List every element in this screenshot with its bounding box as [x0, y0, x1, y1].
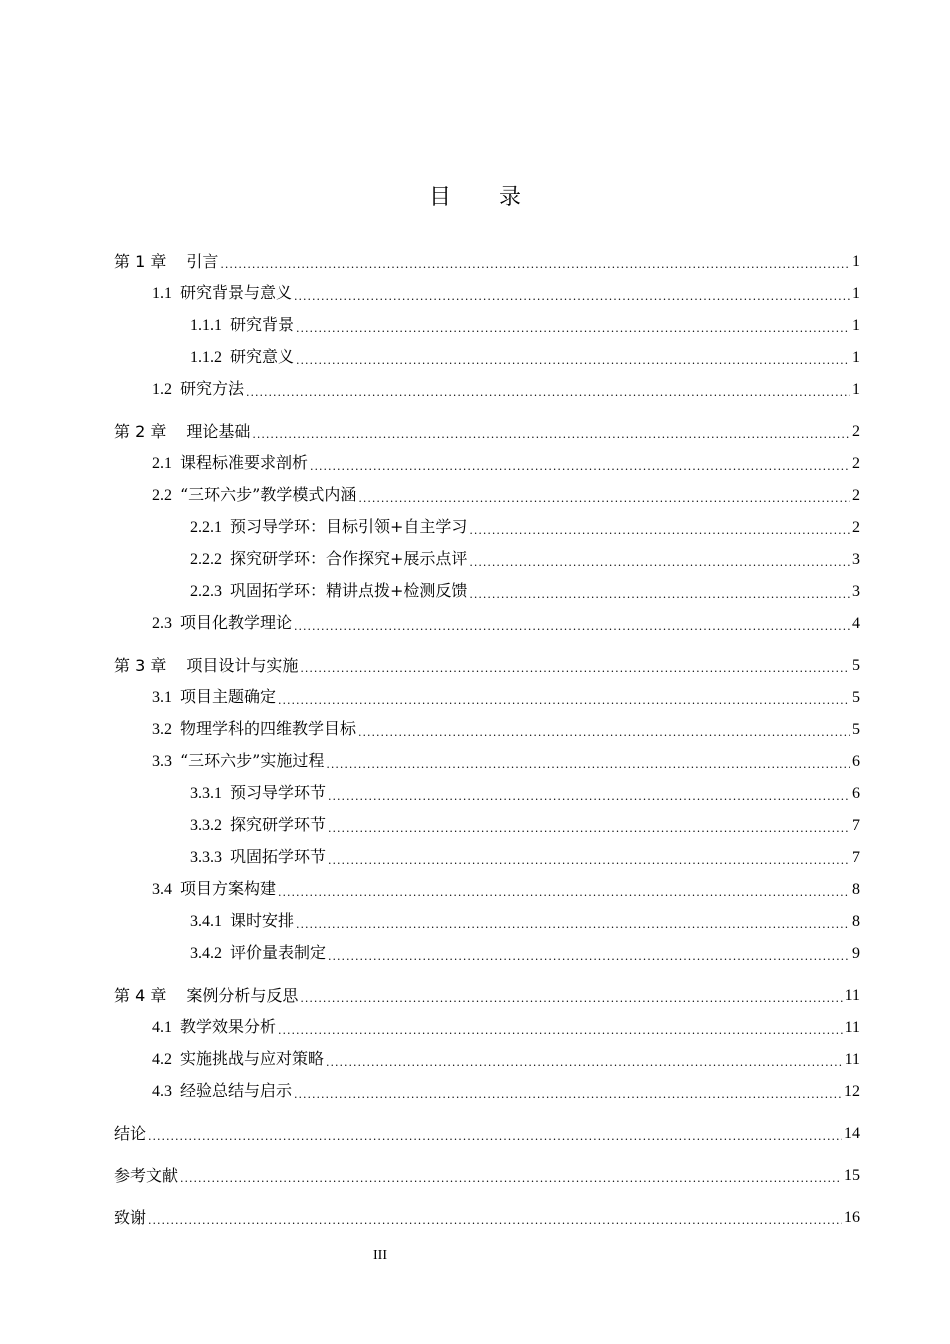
toc-entry-label: [190, 943, 326, 964]
toc-entry-text: 引言: [186, 252, 219, 271]
toc-entry-text: 课时安排: [230, 911, 295, 930]
toc-section-entry[interactable]: [190, 940, 860, 964]
toc-entry-text: “三环六步”教学模式内涵: [180, 485, 357, 504]
toc-page-number: 12: [844, 1083, 860, 1100]
toc-entry-text: 结论: [114, 1124, 147, 1143]
toc-leader-dots: [278, 694, 850, 708]
toc-section-entry[interactable]: [190, 780, 860, 804]
toc-section-entry[interactable]: [190, 908, 860, 932]
toc-leader-dots: [148, 1130, 842, 1144]
toc-entry-text: 经验总结与启示: [180, 1081, 293, 1100]
toc-entry-text: 预习导学环节: [230, 783, 327, 802]
toc-entry-number: 3.3.2: [190, 817, 222, 834]
toc-leader-dots: [296, 354, 850, 368]
toc-section-entry[interactable]: [152, 748, 860, 772]
toc-entry-label: [190, 549, 467, 570]
toc-entry-number: 第 1 章: [114, 252, 167, 271]
toc-entry-number: 1.1.1: [190, 317, 222, 334]
toc-entry-label: [152, 687, 276, 708]
toc-leader-dots: [328, 822, 850, 836]
toc-entry-text: 物理学科的四维教学目标: [180, 719, 357, 738]
toc-leader-dots: [294, 620, 850, 634]
toc-section-entry[interactable]: [152, 684, 860, 708]
toc-page-number: 8: [852, 881, 860, 898]
toc-entry-number: 3.1: [152, 689, 172, 706]
toc-page-number: 6: [852, 785, 860, 802]
toc-entry-label: [114, 986, 298, 1006]
toc-leader-dots: [300, 662, 850, 676]
toc-entry-label: [190, 315, 294, 336]
toc-entry-label: [190, 581, 467, 602]
toc-entry-label: [190, 347, 294, 368]
toc-entry-label: [190, 911, 294, 932]
toc-entry-number: 3.4: [152, 881, 172, 898]
toc-section-entry[interactable]: [190, 844, 860, 868]
toc-entry-number: 2.2: [152, 487, 172, 504]
toc-page-number: 1: [852, 381, 860, 398]
toc-entry-label: [152, 1081, 292, 1102]
toc-entry-text: 巩固拓学环：精讲点拨+检测反馈: [230, 581, 468, 600]
toc-page-number: 11: [844, 1019, 860, 1036]
toc-section-entry[interactable]: [152, 1078, 860, 1102]
toc-entry-number: 2.2.2: [190, 551, 222, 568]
toc-page-number: 11: [844, 987, 860, 1004]
toc-page-number: 7: [852, 849, 860, 866]
toc-entry-label: [152, 379, 244, 400]
toc-entry-number: 1.1: [152, 285, 172, 302]
toc-entry-number: 3.4.1: [190, 913, 222, 930]
toc-page-number: 6: [852, 753, 860, 770]
toc-entry-number: 3.3: [152, 753, 172, 770]
toc-entry-text: 项目方案构建: [180, 879, 277, 898]
toc-page-number: 5: [852, 689, 860, 706]
toc-entry-text: 项目主题确定: [180, 687, 277, 706]
toc-entry-number: 1.2: [152, 381, 172, 398]
toc-leader-dots: [246, 386, 850, 400]
toc-entry-number: 第 4 章: [114, 986, 167, 1005]
toc-entry-number: 2.3: [152, 615, 172, 632]
toc-leader-dots: [294, 290, 850, 304]
toc-leader-dots: [328, 854, 850, 868]
toc-entry-text: 项目化教学理论: [180, 613, 293, 632]
toc-page-number: 5: [852, 657, 860, 674]
toc-page-number: 15: [844, 1167, 860, 1184]
toc-section-entry[interactable]: [190, 312, 860, 336]
toc-entry-text: 课程标准要求剖析: [180, 453, 309, 472]
toc-leader-dots: [294, 1088, 842, 1102]
toc-leader-dots: [278, 1024, 843, 1038]
toc-entry-text: 教学效果分析: [180, 1017, 277, 1036]
toc-entry-text: 研究背景与意义: [180, 283, 293, 302]
toc-entry-number: 2.2.3: [190, 583, 222, 600]
toc-leader-dots: [469, 556, 850, 570]
toc-section-entry[interactable]: [190, 546, 860, 570]
toc-chapter-entry[interactable]: [114, 248, 860, 272]
toc-chapter-entry[interactable]: [114, 1162, 860, 1186]
toc-section-entry[interactable]: [152, 482, 860, 506]
toc-entry-text: 探究研学环：合作探究+展示点评: [230, 549, 468, 568]
toc-leader-dots: [310, 460, 850, 474]
toc-section-entry[interactable]: [152, 876, 860, 900]
toc-entry-text: 案例分析与反思: [186, 986, 299, 1005]
toc-title: 目录: [428, 185, 569, 210]
toc-entry-label: [152, 283, 292, 304]
toc-leader-dots: [469, 524, 850, 538]
toc-entry-text: 参考文献: [114, 1166, 179, 1185]
toc-leader-dots: [328, 790, 850, 804]
toc-leader-dots: [278, 886, 850, 900]
toc-leader-dots: [358, 492, 850, 506]
toc-chapter-entry[interactable]: [114, 1204, 860, 1228]
toc-entry-label: [114, 656, 298, 676]
toc-section-entry[interactable]: [190, 514, 860, 538]
toc-entry-text: 理论基础: [186, 422, 251, 441]
toc-entry-label: [114, 1124, 146, 1144]
toc-section-entry[interactable]: [152, 1014, 860, 1038]
toc-leader-dots: [300, 992, 842, 1006]
toc-entry-text: 预习导学环：目标引领+自主学习: [230, 517, 468, 536]
toc-section-entry[interactable]: [152, 1046, 860, 1070]
toc-entry-text: 研究方法: [180, 379, 245, 398]
toc-leader-dots: [358, 726, 850, 740]
toc-page-number: 3: [852, 583, 860, 600]
toc-entry-text: 研究意义: [230, 347, 295, 366]
toc-chapter-entry[interactable]: [114, 418, 860, 442]
toc-section-entry[interactable]: [190, 344, 860, 368]
toc-entry-number: 3.2: [152, 721, 172, 738]
toc-section-entry[interactable]: [152, 376, 860, 400]
toc-page-number: 14: [844, 1125, 860, 1142]
toc-page-number: 5: [852, 721, 860, 738]
toc-page-number: 1: [852, 285, 860, 302]
toc-entry-text: 探究研学环节: [230, 815, 327, 834]
toc-entry-label: [152, 613, 292, 634]
toc-entry-label: [152, 1049, 324, 1070]
toc-section-entry[interactable]: [152, 716, 860, 740]
toc-entry-label: [152, 485, 356, 506]
toc-entry-number: 4.1: [152, 1019, 172, 1036]
toc-entry-text: 实施挑战与应对策略: [180, 1049, 325, 1068]
toc-entry-number: 2.1: [152, 455, 172, 472]
toc-entry-label: [114, 1166, 178, 1186]
toc-entry-number: 2.2.1: [190, 519, 222, 536]
toc-entry-text: 项目设计与实施: [186, 656, 299, 675]
toc-section-entry[interactable]: [152, 280, 860, 304]
toc-page-number: 11: [844, 1051, 860, 1068]
toc-entry-number: 第 3 章: [114, 656, 167, 675]
toc-section-entry[interactable]: [190, 578, 860, 602]
toc-entry-text: 评价量表制定: [230, 943, 327, 962]
toc-entry-label: [114, 422, 250, 442]
toc-entry-text: 巩固拓学环节: [230, 847, 327, 866]
toc-entry-number: 4.3: [152, 1083, 172, 1100]
toc-entry-label: [152, 719, 356, 740]
toc-leader-dots: [148, 1214, 842, 1228]
toc-leader-dots: [328, 950, 850, 964]
toc-entry-number: 1.1.2: [190, 349, 222, 366]
toc-leader-dots: [252, 428, 850, 442]
toc-page-number: 9: [852, 945, 860, 962]
toc-page-number: 2: [852, 455, 860, 472]
toc-entry-number: 3.4.2: [190, 945, 222, 962]
toc-entry-label: [152, 879, 276, 900]
toc-entry-text: 致谢: [114, 1208, 147, 1227]
toc-chapter-entry[interactable]: [114, 652, 860, 676]
toc-page-number: 2: [852, 423, 860, 440]
toc-entry-label: [190, 847, 326, 868]
toc-leader-dots: [469, 588, 850, 602]
toc-page-number: 8: [852, 913, 860, 930]
toc-leader-dots: [296, 322, 850, 336]
toc-leader-dots: [296, 918, 850, 932]
toc-entry-label: [152, 1017, 276, 1038]
toc-page-number: 1: [852, 317, 860, 334]
toc-section-entry[interactable]: [152, 610, 860, 634]
toc-page-number: 7: [852, 817, 860, 834]
toc-entry-label: [190, 815, 326, 836]
toc-page-number: 1: [852, 349, 860, 366]
toc-entry-label: [190, 783, 326, 804]
toc-entry-number: 4.2: [152, 1051, 172, 1068]
toc-page-number: 2: [852, 519, 860, 536]
toc-page-number: 16: [844, 1209, 860, 1226]
toc-chapter-entry[interactable]: [114, 1120, 860, 1144]
toc-entry-number: 3.3.3: [190, 849, 222, 866]
toc-entry-number: 第 2 章: [114, 422, 167, 441]
toc-entry-label: [114, 252, 218, 272]
toc-entry-text: “三环六步”实施过程: [180, 751, 325, 770]
toc-page-number: 3: [852, 551, 860, 568]
toc-entry-label: [114, 1208, 146, 1228]
toc-chapter-entry[interactable]: [114, 982, 860, 1006]
toc-entry-label: [152, 453, 308, 474]
toc-leader-dots: [180, 1172, 842, 1186]
toc-page-number: 4: [852, 615, 860, 632]
toc-leader-dots: [326, 758, 850, 772]
toc-page-number: 2: [852, 487, 860, 504]
toc-section-entry[interactable]: [152, 450, 860, 474]
toc-page-number: 1: [852, 253, 860, 270]
toc-entry-number: 3.3.1: [190, 785, 222, 802]
toc-entry-text: 研究背景: [230, 315, 295, 334]
toc-section-entry[interactable]: [190, 812, 860, 836]
toc-entry-label: [152, 751, 324, 772]
toc-leader-dots: [326, 1056, 843, 1070]
page-number: III: [373, 1248, 387, 1263]
toc-entry-label: [190, 517, 467, 538]
toc-leader-dots: [220, 258, 850, 272]
